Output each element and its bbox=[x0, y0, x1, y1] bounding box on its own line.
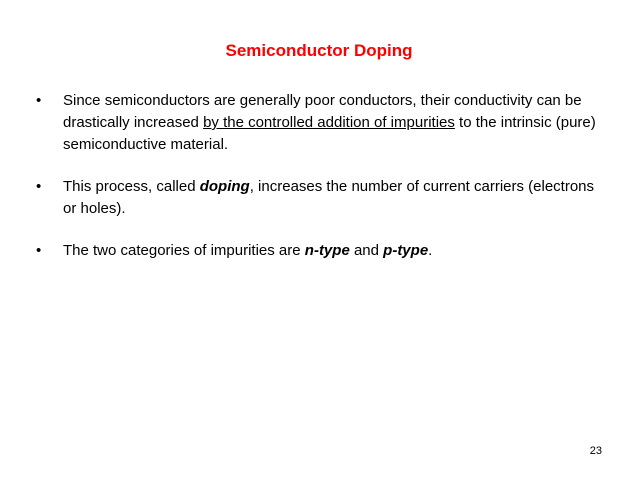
bullet-3-text-c: . bbox=[428, 242, 433, 259]
bullet-dot-icon: • bbox=[36, 178, 42, 195]
slide-title: Semiconductor Doping bbox=[225, 41, 413, 60]
bullet-1-underlined-text: by the controlled addition of impurities bbox=[203, 114, 455, 131]
page-number: 23 bbox=[589, 445, 602, 457]
bullet-1-text-a: Since semiconductors are generally poor conductors, their conductivity can be drastically increased bbox=[63, 92, 582, 131]
bullet-3-emphasis-n-type: n-type bbox=[304, 242, 350, 259]
bullet-item-3 bbox=[36, 240, 606, 262]
bullet-1-text-b: to the intrinsic (pure) semiconductive material. bbox=[63, 114, 596, 153]
bullet-3-emphasis-p-type: p-type bbox=[383, 242, 429, 259]
bullet-item-1 bbox=[36, 90, 606, 156]
bullet-3-text-b: and bbox=[349, 242, 384, 259]
bullet-dot-icon: • bbox=[36, 92, 42, 109]
bullet-dot-icon: • bbox=[36, 242, 42, 259]
bullet-2-text-a: This process, called bbox=[63, 178, 200, 195]
bullet-list bbox=[36, 90, 606, 282]
bullet-2-text-b: , increases the number of current carriers (electrons or holes). bbox=[63, 178, 595, 217]
bullet-item-2 bbox=[36, 176, 606, 220]
bullet-3-text-a: The two categories of impurities are bbox=[63, 242, 305, 259]
bullet-2-emphasis-doping: doping bbox=[199, 178, 250, 195]
